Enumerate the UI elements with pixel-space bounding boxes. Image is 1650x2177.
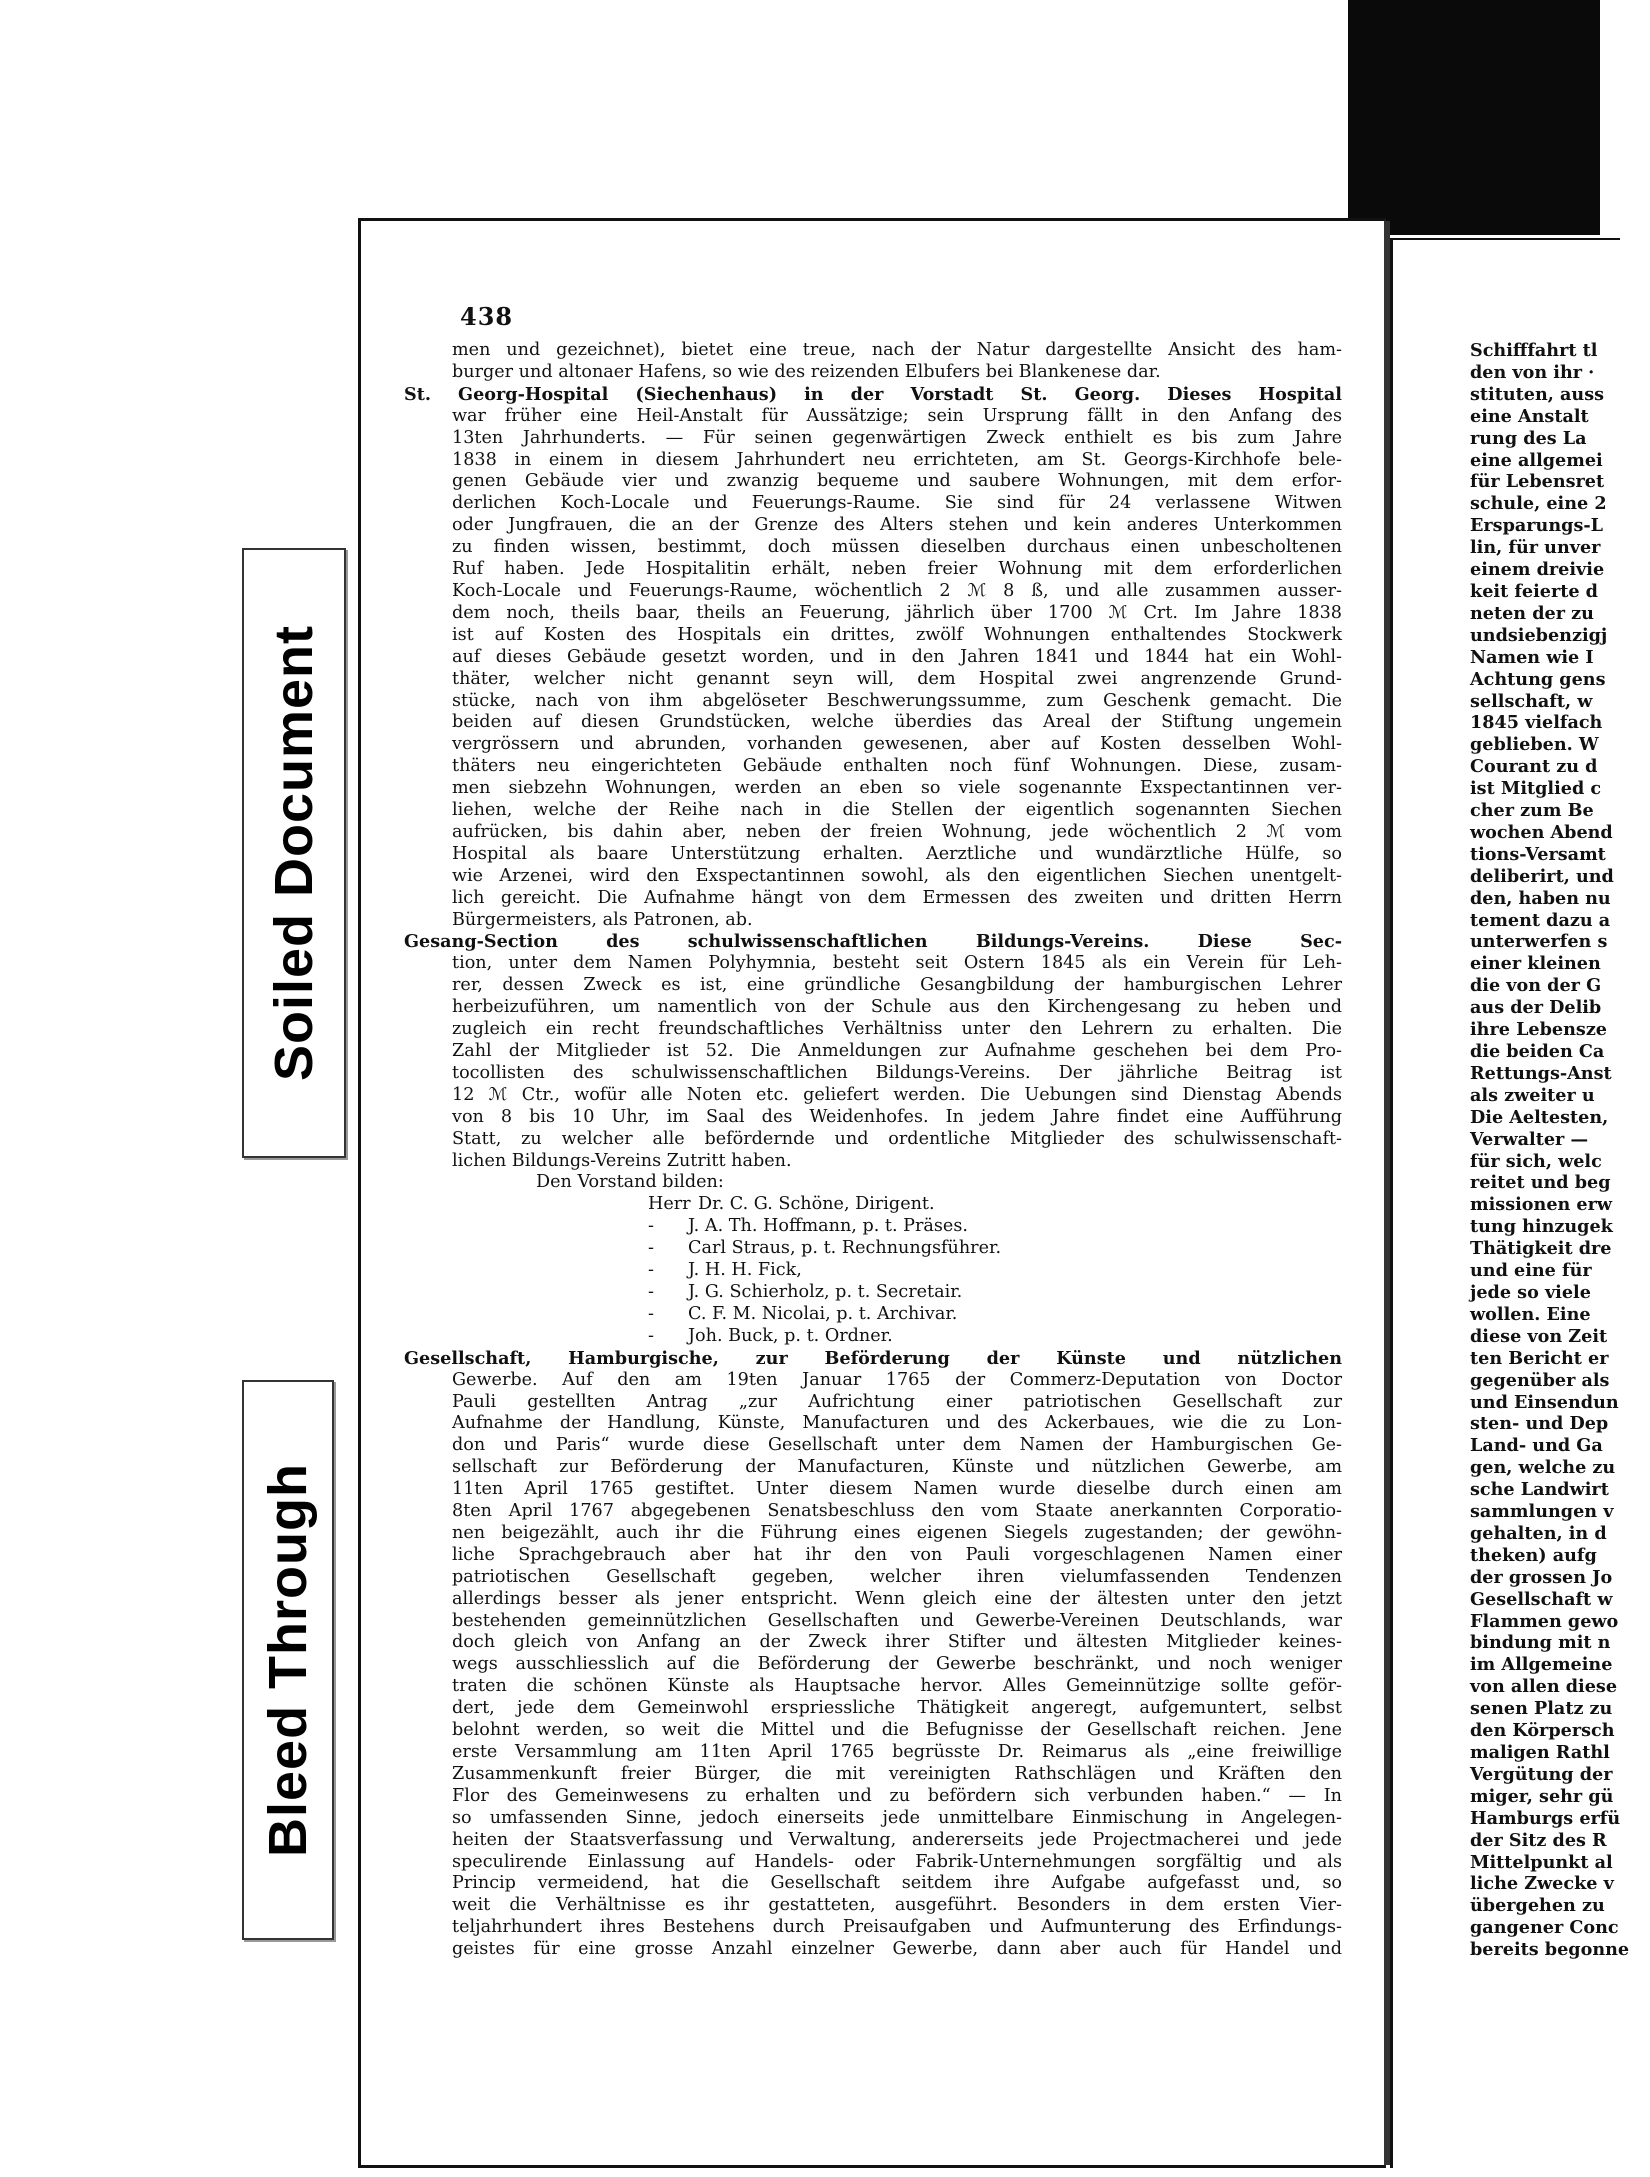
right-text-line: Courant zu d: [1470, 756, 1598, 778]
member-prefix: -: [648, 1303, 654, 1324]
text-line: men siebzehn Wohnungen, werden an eben so viele sogenannte Exspectantinnen ver-: [452, 778, 1342, 799]
member-name: J. G. Schierholz, p. t. Secretair.: [688, 1281, 963, 1302]
text-line: 12 ℳ Ctr., wofür alle Noten etc. geliefert werden. Die Uebungen sind Dienstag Abends: [452, 1084, 1342, 1105]
text-line: Bürgermeisters, als Patronen, ab.: [452, 909, 753, 930]
text-line: auf dieses Gebäude gesetzt worden, und in den Jahren 1841 und 1844 hat ein Wohl-: [452, 646, 1342, 667]
right-text-line: Namen wie I: [1470, 646, 1594, 668]
vorstand-member: [452, 1216, 1342, 1238]
right-text-line: für sich, welc: [1470, 1150, 1602, 1172]
text-line: 13ten Jahrhunderts. — Für seinen gegenwärtigen Zweck enthielt es bis zum Jahre: [452, 427, 1342, 448]
text-line: teljahrhundert ihres Bestehens durch Preisaufgaben und Aufmunterung des Erfindungs-: [452, 1917, 1342, 1938]
left-page-text: [404, 340, 1342, 1961]
bleed-through-label: Bleed Through: [258, 1463, 318, 1857]
right-text-line: Verwalter —: [1470, 1128, 1589, 1150]
right-text-line: sten- und Dep: [1470, 1413, 1609, 1435]
text-block-1: [404, 340, 1342, 1172]
vorstand-member: [452, 1326, 1342, 1348]
vorstand-member: [452, 1282, 1342, 1304]
text-line: so umfassenden Sinne, jedoch einerseits jede unmittelbare Einmischung in Angelegen-: [452, 1807, 1342, 1828]
right-text-line: wollen. Eine: [1470, 1303, 1591, 1325]
right-text-line: tung hinzugek: [1470, 1216, 1613, 1238]
text-line: sellschaft zur Beförderung der Manufacturen, Künste und nützlichen Gewerbe, am: [452, 1457, 1342, 1478]
right-text-line: liche Zwecke v: [1470, 1873, 1614, 1895]
text-line: allerdings besser als jener entspricht. Wenn gleich eine der ältesten unter den jetzt: [452, 1588, 1342, 1609]
right-text-line: neten der zu: [1470, 602, 1594, 624]
right-text-line: Rettungs-Anst: [1470, 1062, 1612, 1084]
text-line: thäter, welcher nicht genannt seyn will, dem Hospital zwei angrenzende Grund-: [452, 668, 1342, 689]
right-text-line: von allen diese: [1470, 1676, 1618, 1698]
right-text-line: Land- und Ga: [1470, 1435, 1603, 1457]
right-text-line: eine allgemei: [1470, 449, 1603, 471]
right-text-line: lin, für unver: [1470, 537, 1601, 559]
right-text-line: Ersparungs-L: [1470, 515, 1604, 537]
text-line: Koch-Locale und Feuerungs-Raume, wöchentlich 2 ℳ 8 ß, und alle zusammen ausser-: [452, 580, 1342, 601]
right-text-line: der grossen Jo: [1470, 1566, 1613, 1588]
right-text-line: den Körpersch: [1470, 1720, 1615, 1742]
text-line: herbeizuführen, um namentlich von der Schule aus den Kirchengesang zu heben und: [452, 997, 1342, 1018]
text-line: von 8 bis 10 Uhr, im Saal des Weidenhofes. In jedem Jahre findet eine Aufführung: [452, 1106, 1342, 1127]
text-line: 1838 in einem in diesem Jahrhundert neu errichteten, am St. Georgs-Kirchhofe bele-: [452, 449, 1342, 470]
vorstand-member: [452, 1194, 1342, 1216]
right-text-line: ist Mitglied c: [1470, 778, 1602, 800]
text-line: thäters neu eingerichteten Gebäude enthalten noch fünf Wohnungen. Diese, zusam-: [452, 756, 1342, 777]
vorstand-list: [452, 1172, 1342, 1347]
right-text-line: reitet und beg: [1470, 1172, 1611, 1194]
text-line: Flor des Gemeinwesens zu erhalten und zu befördern sich verbunden haben.“ — In: [452, 1785, 1342, 1806]
text-line: zu finden wissen, bestimmt, doch müssen dieselben durchaus einen unbescholtenen: [452, 537, 1342, 558]
text-line: Aufnahme der Handlung, Künste, Manufacturen und des Ackerbaues, wie die zu Lon-: [452, 1413, 1342, 1434]
right-text-line: diese von Zeit: [1470, 1325, 1608, 1347]
text-line: don und Paris“ wurde diese Gesellschaft unter dem Namen der Hamburgischen Ge-: [452, 1435, 1342, 1456]
page-number: 438: [460, 302, 514, 331]
text-line: wie Arzenei, wird den Exspectantinnen sowohl, als den eigentlichen Siechen unentgelt-: [452, 865, 1342, 886]
text-line: liehen, welche der Reihe nach in die Stellen der eigentlich sogenannten Siechen: [452, 800, 1342, 821]
text-line: rer, dessen Zweck es ist, eine gründliche Gesangbildung der hamburgischen Lehrer: [452, 975, 1342, 996]
text-line: erste Versammlung am 11ten April 1765 begrüsste Dr. Reimarus als „eine freiwillige: [452, 1742, 1342, 1762]
member-prefix: -: [648, 1260, 654, 1281]
right-text-line: einem dreivie: [1470, 559, 1605, 581]
right-text-line: aus der Delib: [1470, 997, 1602, 1019]
right-text-line: die von der G: [1470, 975, 1602, 997]
text-line: aufrücken, bis dahin aber, neben der freien Wohnung, jede wöchentlich 2 ℳ vom: [452, 821, 1342, 842]
member-name: J. H. H. Fick,: [688, 1260, 802, 1281]
right-text-line: stituten, auss: [1470, 383, 1604, 405]
right-text-line: und eine für: [1470, 1260, 1592, 1282]
soiled-document-label: Soiled Document: [264, 624, 324, 1082]
right-text-line: sche Landwirt: [1470, 1479, 1609, 1501]
text-line: beiden auf diesen Grundstücken, welche überdies das Areal der Stiftung ungemein: [452, 712, 1342, 733]
right-text-line: und Einsendun: [1470, 1391, 1619, 1413]
right-text-line: im Allgemeine: [1470, 1654, 1613, 1676]
text-line: oder Jungfrauen, die an der Grenze des Alters stehen und kein anderes Unterkommen: [452, 515, 1342, 536]
right-text-line: miger, sehr gü: [1470, 1785, 1614, 1807]
text-line: burger und altonaer Hafens, so wie des reizenden Elbufers bei Blankenese dar.: [452, 361, 1161, 382]
right-text-line: rung des La: [1470, 427, 1587, 449]
bleed-through-tab: [242, 1380, 334, 1940]
soiled-document-tab: [242, 548, 346, 1158]
text-line: Zahl der Mitglieder ist 52. Die Anmeldungen zur Aufnahme geschehen bei dem Pro-: [452, 1041, 1342, 1061]
text-line: patriotischen Gesellschaft gegeben, welcher ihren vielumfassenden Tendenzen: [452, 1566, 1342, 1587]
right-text-line: Flammen gewo: [1470, 1610, 1619, 1632]
text-line: heiten der Staatsverfassung und Verwaltung, andererseits jede Projectmacherei und jede: [452, 1829, 1342, 1850]
right-text-line: unterwerfen s: [1470, 931, 1608, 953]
text-line: traten die schönen Künste als Hauptsache hervor. Alles Gemeinnützige sollte geför-: [452, 1676, 1342, 1697]
right-text-line: der Sitz des R: [1470, 1829, 1607, 1851]
right-text-line: einer kleinen: [1470, 953, 1601, 975]
right-text-line: eine Anstalt: [1470, 405, 1589, 427]
right-text-line: Thätigkeit dre: [1470, 1238, 1612, 1260]
right-text-line: den von ihr ·: [1470, 361, 1595, 383]
text-line: doch gleich von Anfang an der Zweck ihrer Stifter und ältesten Mitglieder keines-: [452, 1632, 1342, 1653]
text-line: Ruf haben. Jede Hospitalitin erhält, neben freier Wohnung mit dem erforderlichen: [452, 559, 1342, 580]
right-text-line: Mittelpunkt al: [1470, 1851, 1613, 1873]
text-line: Gesang-Section des schulwissenschaftlichen Bildungs-Vereins. Diese Sec-: [404, 931, 1342, 953]
right-text-line: Achtung gens: [1470, 668, 1606, 690]
right-text-line: ten Bericht er: [1470, 1347, 1609, 1369]
right-text-line: schule, eine 2: [1470, 493, 1607, 515]
right-text-line: als zweiter u: [1470, 1084, 1595, 1106]
text-line: lich gereicht. Die Aufnahme hängt von dem Ermessen des zweiten und dritten Herrn: [452, 887, 1342, 908]
right-text-line: für Lebensret: [1470, 471, 1605, 493]
text-line: zugleich ein recht freundschaftliches Verhältniss unter den Lehrern zu erhalten. Die: [452, 1019, 1342, 1040]
text-line: 11ten April 1765 gestiftet. Unter diesem Namen wurde dieselbe durch einen am: [452, 1479, 1342, 1500]
text-line: St. Georg-Hospital (Siechenhaus) in der Vorstadt St. Georg. Dieses Hospital: [404, 383, 1342, 405]
vorstand-member: [452, 1260, 1342, 1282]
text-line: Pauli gestellten Antrag „zur Aufrichtung einer patriotischen Gesellschaft zur: [452, 1391, 1342, 1412]
right-text-line: die beiden Ca: [1470, 1041, 1605, 1062]
text-line: vergrössern und abrunden, vorhanden gewesenen, aber auf Kosten desselben Wohl-: [452, 734, 1342, 755]
member-prefix: Herr: [648, 1194, 691, 1215]
text-line: derlichen Koch-Locale und Feuerungs-Raume. Sie sind für 24 verlassene Witwen: [452, 493, 1342, 514]
right-text-line: wochen Abend: [1470, 821, 1613, 843]
text-line: men und gezeichnet), bietet eine treue, nach der Natur dargestellte Ansicht des ham-: [452, 340, 1342, 360]
right-text-line: theken) aufg: [1470, 1544, 1597, 1566]
text-line: Gesellschaft, Hamburgische, zur Beförderung der Künste und nützlichen: [404, 1347, 1342, 1369]
text-line: tion, unter dem Namen Polyhymnia, besteht seit Ostern 1845 als ein Verein für Leh-: [452, 953, 1342, 974]
text-line: tocollisten des schulwissenschaftlichen Bildungs-Vereins. Der jährliche Beitrag ist: [452, 1062, 1342, 1083]
right-text-line: Die Aeltesten,: [1470, 1106, 1609, 1128]
right-text-line: den, haben nu: [1470, 887, 1611, 909]
right-text-line: missionen erw: [1470, 1194, 1613, 1216]
scanner-background-bar: [1330, 0, 1600, 235]
member-prefix: -: [648, 1325, 654, 1346]
text-line: Hospital als baare Unterstützung erhalten. Aerztliche und wundärztliche Hülfe, so: [452, 843, 1342, 864]
vorstand-member: [452, 1304, 1342, 1326]
member-name: C. F. M. Nicolai, p. t. Archivar.: [688, 1303, 958, 1324]
vorstand-heading: Den Vorstand bilden:: [536, 1172, 724, 1193]
text-line: dert, jede dem Gemeinwohl erspriessliche Thätigkeit angeregt, aufgemuntert, selbst: [452, 1698, 1342, 1719]
text-line: belohnt werden, so weit die Mittel und die Befugnisse der Gesellschaft reichen. Jene: [452, 1720, 1342, 1741]
text-line: 8ten April 1767 abgegebenen Senatsbeschluss den vom Staate anerkannten Corporatio-: [452, 1501, 1342, 1522]
member-name: Joh. Buck, p. t. Ordner.: [688, 1325, 893, 1346]
text-line: Statt, zu welcher alle befördernde und ordentliche Mitglieder des schulwissenschaft-: [452, 1128, 1342, 1149]
text-line: lichen Bildungs-Vereins Zutritt haben.: [452, 1150, 792, 1171]
right-text-line: Hamburgs erfü: [1470, 1807, 1621, 1829]
right-page-text: [1470, 340, 1650, 1961]
text-line: weit die Verhältnisse es ihr gestatteten, ausgeführt. Besonders in dem ersten Vier-: [452, 1895, 1342, 1916]
text-line: wegs ausschliesslich auf die Beförderung der Gewerbe beschränkt, und noch weniger: [452, 1654, 1342, 1675]
right-text-line: deliberirt, und: [1470, 865, 1614, 887]
right-text-line: Gesellschaft w: [1470, 1588, 1613, 1610]
right-text-line: gen, welche zu: [1470, 1457, 1616, 1479]
text-line: Gewerbe. Auf den am 19ten Januar 1765 der Commerz-Deputation von Doctor: [452, 1369, 1342, 1390]
right-text-line: tement dazu a: [1470, 909, 1611, 931]
right-text-line: tions-Versamt: [1470, 843, 1606, 865]
right-text-line: gegenüber als: [1470, 1369, 1610, 1391]
text-line: bestehenden gemeinnützlichen Gesellschaften und Gewerbe-Vereinen Deutschlands, war: [452, 1610, 1342, 1631]
right-text-line: sammlungen v: [1470, 1501, 1614, 1523]
member-name: Dr. C. G. Schöne, Dirigent.: [698, 1194, 935, 1215]
right-text-line: gangener Conc: [1470, 1917, 1619, 1939]
right-text-line: geblieben. W: [1470, 734, 1599, 756]
member-name: J. A. Th. Hoffmann, p. t. Präses.: [688, 1216, 968, 1237]
right-text-line: keit feierte d: [1470, 580, 1598, 602]
member-prefix: -: [648, 1216, 654, 1237]
member-prefix: -: [648, 1238, 654, 1259]
right-text-line: 1845 vielfach: [1470, 712, 1603, 734]
right-text-line: ihre Lebensze: [1470, 1019, 1608, 1041]
text-line: stücke, nach von ihm abgelöseter Beschwerungssumme, zum Geschenk gemacht. Die: [452, 690, 1342, 711]
right-text-line: bindung mit n: [1470, 1632, 1611, 1654]
vorstand-member: [452, 1238, 1342, 1260]
right-text-line: jede so viele: [1470, 1281, 1591, 1303]
right-text-line: senen Platz zu: [1470, 1698, 1613, 1720]
right-text-line: sellschaft, w: [1470, 690, 1593, 712]
text-line: dem noch, theils baar, theils an Feuerung, jährlich über 1700 ℳ Crt. Im Jahre 1838: [452, 602, 1342, 623]
member-prefix: -: [648, 1281, 654, 1302]
text-line: nen beigezählt, auch ihr die Führung eines eigenen Siegels zugestanden; der gewöhn-: [452, 1522, 1342, 1543]
text-line: war früher eine Heil-Anstalt für Aussätzige; sein Ursprung fällt in den Anfang des: [452, 405, 1342, 426]
text-line: ist auf Kosten des Hospitals ein drittes, zwölf Wohnungen enthaltendes Stockwerk: [452, 624, 1342, 645]
text-line: Zusammenkunft freier Bürger, die mit vereinigten Rathschlägen und Kräften den: [452, 1763, 1342, 1784]
right-text-line: undsiebenzigj: [1470, 624, 1608, 646]
text-line: Princip vermeidend, hat die Gesellschaft seitdem ihre Aufgabe aufgefasst und, so: [452, 1873, 1342, 1894]
right-text-line: übergehen zu: [1470, 1895, 1605, 1917]
right-text-line: maligen Rathl: [1470, 1742, 1610, 1763]
text-line: liche Sprachgebrauch aber hat ihr den von Pauli vorgeschlagenen Namen einer: [452, 1544, 1342, 1565]
text-block-2: [404, 1347, 1342, 1961]
right-text-line: cher zum Be: [1470, 800, 1594, 822]
right-text-line: gehalten, in d: [1470, 1522, 1607, 1544]
right-text-line: Vergütung der: [1470, 1763, 1613, 1785]
text-line: genen Gebäude vier und zwanzig bequeme und saubere Wohnungen, mit dem erfor-: [452, 471, 1342, 492]
member-name: Carl Straus, p. t. Rechnungsführer.: [688, 1238, 1002, 1259]
right-text-line: Schifffahrt tl: [1470, 340, 1598, 361]
text-line: geistes für eine grosse Anzahl einzelner Gewerbe, dann aber auch für Handel und: [452, 1939, 1342, 1960]
text-line: speculirende Einlassung auf Handels- oder Fabrik-Unternehmungen sorgfältig und als: [452, 1851, 1342, 1872]
right-text-line: bereits begonne: [1470, 1939, 1630, 1961]
